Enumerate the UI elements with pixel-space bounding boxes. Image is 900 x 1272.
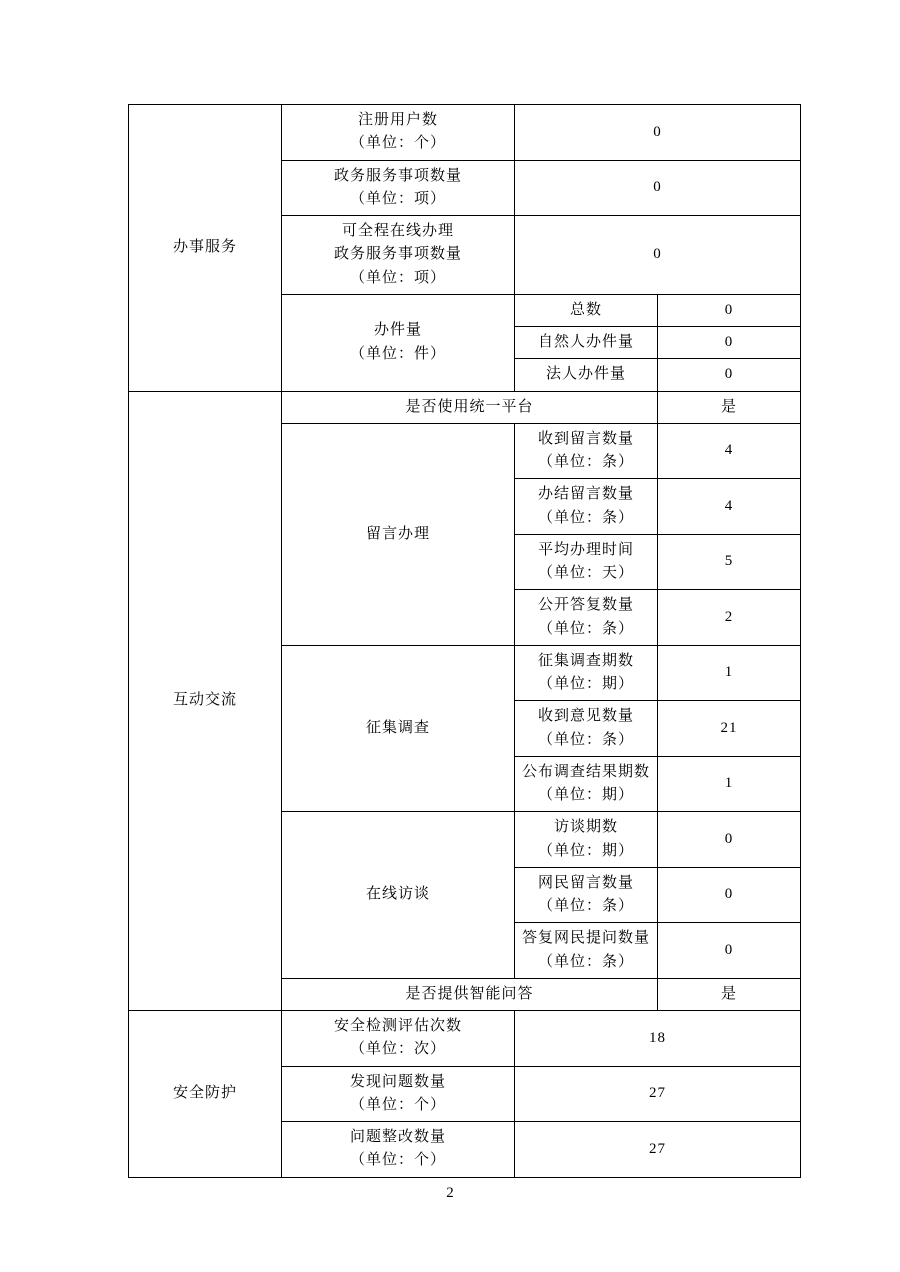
sub-label-line2: （单位：天） [537, 565, 634, 581]
table-row [129, 391, 801, 423]
item-label-line2: （单位：个） [349, 1152, 446, 1169]
value-natural-person-cases: 0 [658, 327, 801, 359]
item-label-line1: 安全检测评估次数 [333, 1018, 462, 1034]
item-label-line2: （单位：个） [349, 135, 446, 152]
item-label-line1: 注册用户数 [357, 112, 438, 128]
value-netizen-questions-answered: 0 [658, 923, 801, 979]
item-smart-qa: 是否提供智能问答 [282, 978, 658, 1010]
value-unified-platform: 是 [658, 391, 801, 423]
sub-public-replies [515, 590, 658, 646]
item-label-line1: 可全程在线办理 [341, 223, 454, 239]
item-online-service-matters [282, 216, 515, 295]
value-legal-person-cases: 0 [658, 359, 801, 391]
sub-label-line2: （单位：条） [537, 509, 634, 526]
item-survey-collection: 征集调查 [282, 645, 515, 812]
item-issues-found [282, 1066, 515, 1122]
value-service-matters-count: 0 [515, 160, 801, 216]
sub-published-survey-results [515, 756, 658, 812]
value-smart-qa: 是 [658, 978, 801, 1010]
sub-average-handling-time [515, 534, 658, 590]
table-row [129, 1011, 801, 1067]
sub-messages-completed [515, 479, 658, 535]
sub-label-line2: （单位：条） [537, 620, 634, 637]
category-hudongjiaoliu: 互动交流 [129, 391, 282, 1011]
item-issues-rectified [282, 1122, 515, 1178]
value-security-assessments: 18 [515, 1011, 801, 1067]
sub-label-line2: （单位：条） [537, 454, 634, 470]
item-label-line2: 政务服务事项数量 [333, 246, 462, 263]
sub-label-line2: （单位：条） [537, 731, 634, 748]
value-interview-periods: 0 [658, 812, 801, 868]
item-label-line2: （单位：项） [349, 190, 446, 207]
item-online-interview: 在线访谈 [282, 812, 515, 979]
value-netizen-messages: 0 [658, 867, 801, 923]
value-messages-completed: 4 [658, 479, 801, 535]
value-messages-received: 4 [658, 423, 801, 479]
table-row [129, 105, 801, 161]
category-anquanfanghu: 安全防护 [129, 1011, 282, 1178]
item-service-matters-count [282, 160, 515, 216]
value-survey-periods: 1 [658, 645, 801, 701]
item-registered-users [282, 105, 515, 161]
sub-label-line2: （单位：条） [537, 953, 634, 970]
sub-label-line2: （单位：期） [537, 787, 634, 803]
value-average-handling-time: 5 [658, 534, 801, 590]
item-unified-platform: 是否使用统一平台 [282, 391, 658, 423]
sub-label-line1: 公开答复数量 [537, 597, 634, 614]
item-label-line1: 发现问题数量 [349, 1073, 446, 1090]
government-website-report-table [128, 104, 801, 1178]
value-public-replies: 2 [658, 590, 801, 646]
sub-netizen-questions-answered [515, 923, 658, 979]
value-opinions-received: 21 [658, 701, 801, 757]
sub-label-line2: （单位：期） [537, 676, 634, 692]
sub-label-line1: 办结留言数量 [537, 486, 634, 503]
sub-label-line2: （单位：条） [537, 898, 634, 914]
sub-legal-person-cases: 法人办件量 [515, 359, 658, 391]
sub-label-line1: 征集调查期数 [537, 652, 634, 669]
sub-label-line1: 公布调查结果期数 [521, 763, 650, 780]
value-registered-users: 0 [515, 105, 801, 161]
value-published-survey-results: 1 [658, 756, 801, 812]
sub-messages-received [515, 423, 658, 479]
sub-label-line2: （单位：期） [537, 842, 634, 859]
sub-label-line1: 收到意见数量 [537, 708, 634, 725]
item-label-line1: 政务服务事项数量 [333, 167, 462, 184]
item-label-line3: （单位：项） [349, 269, 446, 286]
sub-label-line1: 网民留言数量 [537, 874, 634, 891]
sub-total: 总数 [515, 294, 658, 326]
sub-netizen-messages [515, 867, 658, 923]
value-online-service-matters: 0 [515, 216, 801, 295]
item-label-line1: 办件量 [373, 322, 422, 339]
sub-label-line1: 收到留言数量 [537, 430, 634, 447]
page-number: 2 [446, 1185, 454, 1201]
sub-opinions-received [515, 701, 658, 757]
value-issues-found: 27 [515, 1066, 801, 1122]
sub-natural-person-cases: 自然人办件量 [515, 327, 658, 359]
value-total: 0 [658, 294, 801, 326]
category-banshifuwu: 办事服务 [129, 105, 282, 392]
item-label-line2: （单位：件） [349, 345, 446, 362]
sub-label-line1: 访谈期数 [553, 819, 618, 836]
item-label-line2: （单位：次） [349, 1041, 446, 1058]
item-message-handling: 留言办理 [282, 423, 515, 645]
sub-label-line1: 答复网民提问数量 [521, 930, 650, 947]
sub-interview-periods [515, 812, 658, 868]
item-label-line1: 问题整改数量 [349, 1129, 446, 1145]
value-issues-rectified: 27 [515, 1122, 801, 1178]
sub-survey-periods [515, 645, 658, 701]
item-security-assessments [282, 1011, 515, 1067]
report-table-container [128, 104, 785, 1178]
sub-label-line1: 平均办理时间 [537, 541, 634, 558]
item-handled-cases [282, 294, 515, 391]
item-label-line2: （单位：个） [349, 1096, 446, 1113]
